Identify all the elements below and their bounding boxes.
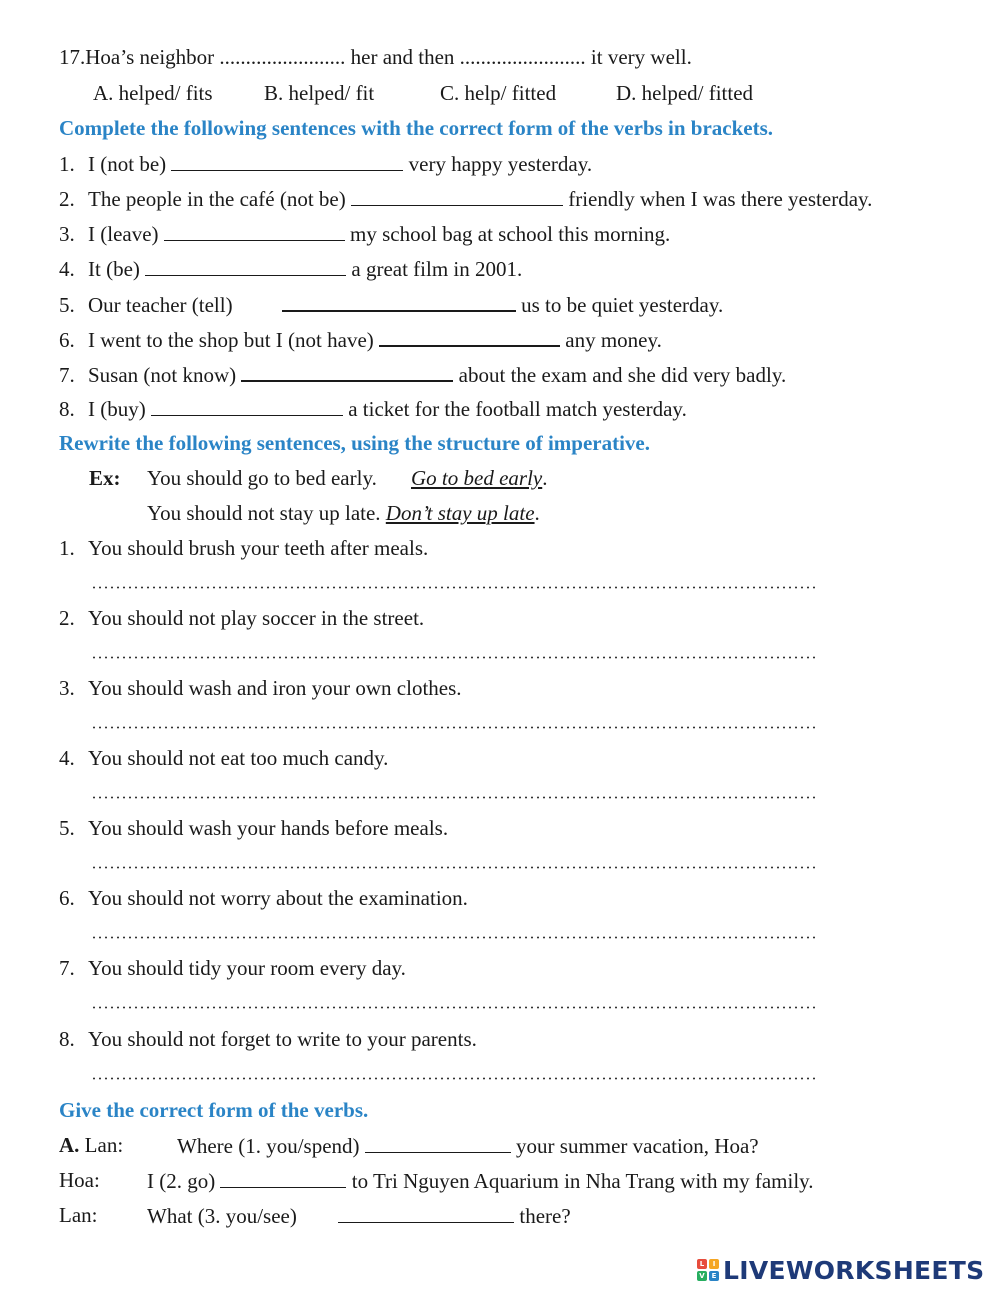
item-prompt: I went to the shop but I (not have) xyxy=(88,328,374,352)
rewrite-answer-line-5[interactable] xyxy=(91,866,817,869)
logo-tile: L xyxy=(697,1259,707,1269)
item-number: 7. xyxy=(59,363,75,387)
rewrite-answer-line-2[interactable] xyxy=(91,656,817,659)
section2-item-8 xyxy=(59,1026,477,1052)
answer-blank-8[interactable] xyxy=(151,395,343,416)
section1-item-7 xyxy=(59,360,786,388)
speaker: Lan: xyxy=(59,1203,98,1227)
dialogue-rest: your summer vacation, Hoa? xyxy=(516,1134,759,1158)
dialogue-rest: there? xyxy=(519,1204,571,1228)
example-1-answer: Go to bed early xyxy=(411,466,543,490)
item-text: You should wash and iron your own clothes. xyxy=(88,676,462,700)
item-text: You should not eat too much candy. xyxy=(88,746,389,770)
item-prompt: The people in the café (not be) xyxy=(88,187,346,211)
item-number: 2. xyxy=(59,187,75,211)
section1-item-8 xyxy=(59,395,687,422)
example-1 xyxy=(89,465,548,491)
item-number: 6. xyxy=(59,328,75,352)
dialogue-text xyxy=(177,1132,759,1159)
example-2-question: You should not stay up late. xyxy=(147,501,381,525)
q17-option-b[interactable]: B. helped/ fit xyxy=(264,81,375,105)
q17-option-c[interactable]: C. help/ fitted xyxy=(440,81,557,105)
section2-heading: Rewrite the following sentences, using the structure of imperative. xyxy=(59,431,651,455)
item-rest: us to be quiet yesterday. xyxy=(521,293,724,317)
dialogue-blank-1[interactable] xyxy=(365,1132,511,1153)
item-prompt: It (be) xyxy=(88,257,140,281)
section2-item-5 xyxy=(59,815,448,841)
answer-blank-4[interactable] xyxy=(145,255,346,276)
section2-item-3 xyxy=(59,675,462,701)
logo-tile: I xyxy=(709,1259,719,1269)
rewrite-answer-line-1[interactable] xyxy=(91,586,817,589)
section2-item-2 xyxy=(59,605,424,631)
rewrite-answer-line-4[interactable] xyxy=(91,796,817,799)
example-2-answer: Don’t stay up late xyxy=(385,501,535,525)
example-2 xyxy=(147,500,540,526)
item-rest: about the exam and she did very badly. xyxy=(458,363,787,387)
item-rest: a ticket for the football match yesterday. xyxy=(348,397,687,421)
section2-item-7 xyxy=(59,955,406,981)
period: . xyxy=(534,501,540,525)
item-number: 4. xyxy=(59,746,75,770)
dialogue-rest: to Tri Nguyen Aquarium in Nha Trang with my family. xyxy=(351,1169,814,1193)
section1-item-2 xyxy=(59,185,872,212)
item-prompt: I (not be) xyxy=(88,152,167,176)
item-number: 3. xyxy=(59,676,75,700)
item-rest: a great film in 2001. xyxy=(351,257,523,281)
item-rest: my school bag at school this morning. xyxy=(350,222,671,246)
answer-blank-2[interactable] xyxy=(351,185,563,206)
rewrite-answer-line-3[interactable] xyxy=(91,726,817,729)
example-1-answer-wrap xyxy=(411,465,547,491)
item-text: You should not play soccer in the street. xyxy=(88,606,425,630)
item-number: 8. xyxy=(59,1027,75,1051)
example-1-question: You should go to bed early. xyxy=(147,466,377,490)
item-number: 6. xyxy=(59,886,75,910)
section1-heading: Complete the following sentences with the correct form of the verbs in brackets. xyxy=(59,116,774,140)
section1-item-6 xyxy=(59,325,662,353)
dialogue-line-1 xyxy=(59,1132,759,1158)
dialogue-text xyxy=(147,1202,571,1229)
item-number: 1. xyxy=(59,536,75,560)
item-number: 4. xyxy=(59,257,75,281)
answer-blank-1[interactable] xyxy=(171,150,403,171)
item-number: 5. xyxy=(59,816,75,840)
dialogue-blank-3[interactable] xyxy=(338,1202,514,1223)
item-number: 5. xyxy=(59,293,75,317)
section2-item-4 xyxy=(59,745,388,771)
answer-blank-3[interactable] xyxy=(164,220,345,241)
rewrite-answer-line-7[interactable] xyxy=(91,1006,817,1009)
speaker: Lan: xyxy=(84,1133,124,1157)
dialogue-line-3 xyxy=(59,1202,571,1228)
dialogue-blank-2[interactable] xyxy=(220,1167,346,1188)
section1-item-5 xyxy=(59,290,723,318)
section1-item-4 xyxy=(59,255,522,282)
item-prompt: Our teacher (tell) xyxy=(88,293,233,317)
section2-item-6 xyxy=(59,885,468,911)
item-prompt: I (leave) xyxy=(88,222,159,246)
answer-blank-7[interactable] xyxy=(241,360,453,382)
item-prompt: I (buy) xyxy=(88,397,146,421)
dialogue-prompt: What (3. you/see) xyxy=(147,1204,297,1228)
item-number: 3. xyxy=(59,222,75,246)
item-text: You should wash your hands before meals. xyxy=(88,816,449,840)
item-text: You should not worry about the examination. xyxy=(88,886,468,910)
item-number: 1. xyxy=(59,152,75,176)
logo-tile: E xyxy=(709,1271,719,1281)
answer-blank-6[interactable] xyxy=(379,325,560,347)
item-text: You should not forget to write to your parents. xyxy=(88,1027,477,1051)
dialogue-text xyxy=(147,1167,814,1194)
speaker: Hoa: xyxy=(59,1168,100,1192)
dialogue-line-2 xyxy=(59,1167,814,1193)
dialogue-prompt: Where (1. you/spend) xyxy=(177,1134,360,1158)
item-number: 8. xyxy=(59,397,75,421)
q17-option-a[interactable]: A. helped/ fits xyxy=(93,81,213,105)
item-number: 7. xyxy=(59,956,75,980)
logo-grid-icon xyxy=(697,1259,719,1281)
item-number: 2. xyxy=(59,606,75,630)
item-text: You should tidy your room every day. xyxy=(88,956,406,980)
liveworksheets-logo xyxy=(697,1255,984,1285)
item-rest: very happy yesterday. xyxy=(408,152,593,176)
item-rest: any money. xyxy=(565,328,662,352)
section3-heading: Give the correct form of the verbs. xyxy=(59,1098,369,1122)
section1-item-1 xyxy=(59,150,592,177)
logo-tile: V xyxy=(697,1271,707,1281)
dialogue-prompt: I (2. go) xyxy=(147,1169,216,1193)
part-a-label: A. xyxy=(59,1133,80,1157)
q17-option-d[interactable]: D. helped/ fitted xyxy=(616,81,754,105)
section1-item-3 xyxy=(59,220,670,247)
rewrite-answer-line-6[interactable] xyxy=(91,936,817,939)
section2-item-1 xyxy=(59,535,428,561)
item-rest: friendly when I was there yesterday. xyxy=(568,187,873,211)
answer-blank-5[interactable] xyxy=(282,290,516,312)
period: . xyxy=(542,466,548,490)
q17-stem: 17.Hoa’s neighbor ........................ her and then ........................ it very well. xyxy=(59,45,692,69)
item-text: You should brush your teeth after meals. xyxy=(88,536,429,560)
example-label: Ex: xyxy=(89,466,121,490)
item-prompt: Susan (not know) xyxy=(88,363,237,387)
logo-text: LIVEWORKSHEETS xyxy=(723,1255,985,1285)
rewrite-answer-line-8[interactable] xyxy=(91,1077,817,1080)
